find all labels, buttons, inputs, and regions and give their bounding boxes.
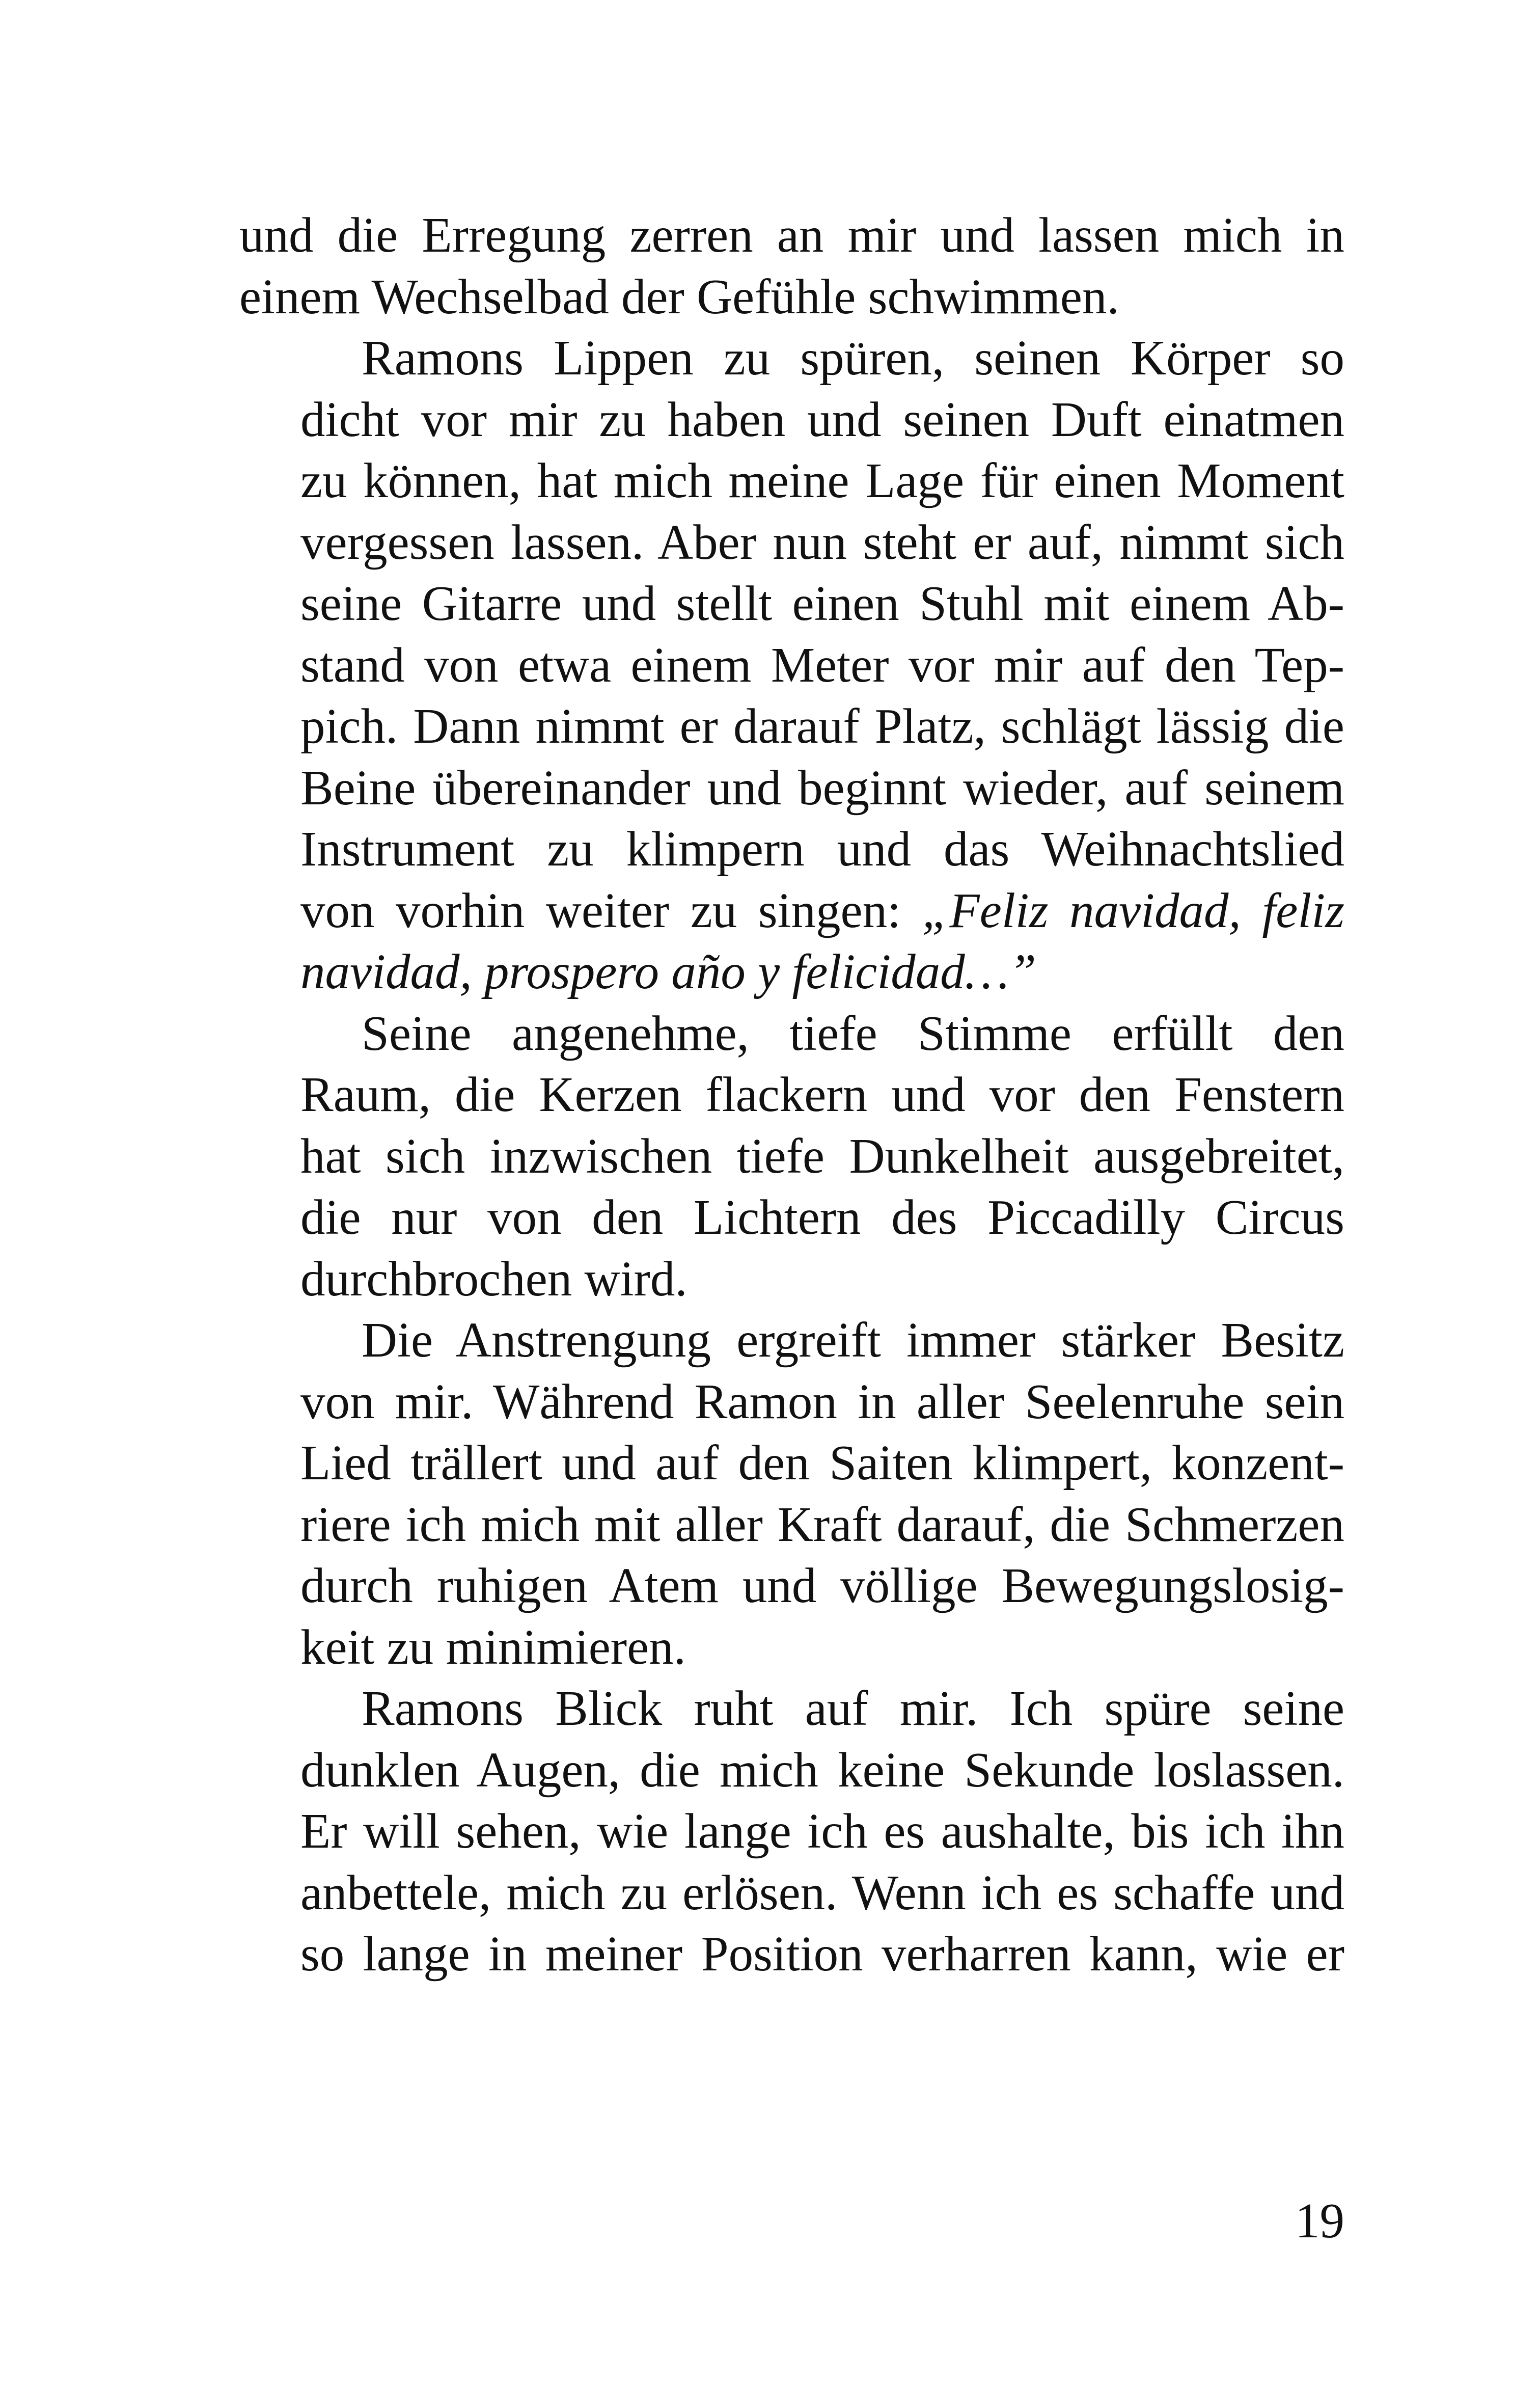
paragraph-5: [239, 1678, 1344, 1985]
text-line-mixed: [239, 880, 1344, 942]
text-line: dunklen Augen, die mich keine Sekunde loslassen.: [300, 1742, 1344, 1797]
text-line: Instrument zu klimpern und das Weihnachtslied: [300, 822, 1344, 876]
text-line: stand von etwa einem Meter vor mir auf den Tep-: [300, 637, 1344, 692]
song-lyric-italic: „Feliz navidad, feliz: [922, 883, 1344, 938]
body-text: [239, 205, 1344, 1985]
song-lyric-italic: navidad, prospero año y felicidad…”: [300, 944, 1037, 999]
text-line: durchbrochen wird.: [300, 1251, 688, 1306]
text-plain: von vorhin weiter zu singen:: [300, 883, 922, 938]
text-line: so lange in meiner Position verharren kann, wie er: [300, 1927, 1344, 1981]
paragraph-2: [239, 328, 1344, 1003]
text-line: Seine angenehme, tiefe Stimme erfüllt den: [362, 1006, 1344, 1061]
paragraph-4: [239, 1310, 1344, 1678]
text-line: Ramons Lippen zu spüren, seinen Körper so: [362, 331, 1344, 385]
text-line: Lied trällert und auf den Saiten klimpert, konzent-: [300, 1436, 1344, 1490]
text-line: Die Anstrengung ergreift immer stärker Besitz: [362, 1313, 1344, 1367]
text-line: keit zu minimieren.: [300, 1619, 686, 1674]
text-line: vergessen lassen. Aber nun steht er auf, nimmt sich: [300, 514, 1344, 570]
text-line: dicht vor mir zu haben und seinen Duft einatmen: [300, 392, 1344, 447]
text-line: Beine übereinander und beginnt wieder, auf seinem: [300, 760, 1344, 815]
text-line: von mir. Während Ramon in aller Seelenruhe sein: [300, 1374, 1344, 1429]
text-line: hat sich inzwischen tiefe Dunkelheit ausgebreitet,: [300, 1128, 1344, 1183]
text-line: zu können, hat mich meine Lage für einen Moment: [300, 453, 1344, 508]
text-line: riere ich mich mit aller Kraft darauf, die Schmerzen: [300, 1497, 1344, 1552]
page-number: 19: [1295, 2194, 1344, 2248]
text-line: die nur von den Lichtern des Piccadilly Circus: [300, 1190, 1344, 1244]
text-line: Er will sehen, wie lange ich es aushalte, bis ich ihn: [300, 1804, 1344, 1858]
text-line: durch ruhigen Atem und völlige Bewegungslosig-: [300, 1558, 1344, 1613]
text-line: anbettele, mich zu erlösen. Wenn ich es schaffe und: [300, 1865, 1344, 1920]
text-line: Ramons Blick ruht auf mir. Ich spüre seine: [362, 1681, 1344, 1736]
text-line: seine Gitarre und stellt einen Stuhl mit einem Ab-: [300, 576, 1344, 631]
text-line: pich. Dann nimmt er darauf Platz, schlägt lässig die: [300, 699, 1344, 753]
text-line: einem Wechselbad der Gefühle schwimmen.: [239, 269, 1119, 324]
text-line: und die Erregung zerren an mir und lassen mich in: [239, 208, 1344, 262]
text-line: Raum, die Kerzen flackern und vor den Fenstern: [300, 1067, 1344, 1122]
paragraph-1: [239, 205, 1344, 328]
paragraph-3: [239, 1003, 1344, 1310]
